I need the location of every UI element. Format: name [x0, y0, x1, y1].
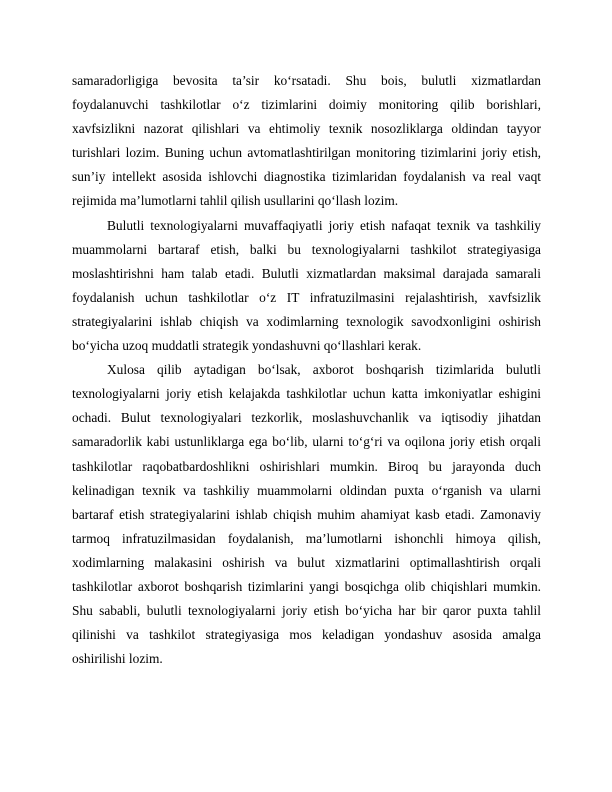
- paragraph-cloud-strategy: Bulutli texnologiyalarni muvaffaqiyatli joriy etish nafaqat texnik va tashkiliy muammolarni bartaraf etish, balki bu texnologiyalarni tashkilot strategiyasiga moslashtirishni ham talab etadi. Bulutli xizmatlardan maksimal darajada samarali foydalanish uchun tashkilotlar o‘z IT infratuzilmasini rejalashtirish, xavfsizlik strategiyalarini ishlab chiqish va xodimlarning texnologik savodxonligini oshirish bo‘yicha uzoq muddatli strategik yondashuvni qo‘llashlari kerak.: [72, 217, 541, 354]
- document-page: [72, 69, 541, 671]
- paragraph-continuation: samaradorligiga bevosita ta’sir ko‘rsatadi. Shu bois, bulutli xizmatlardan foydalanuvchi tashkilotlar o‘z tizimlarini doimiy monitoring qilib borishlari, xavfsizlikni nazorat qilishlari va ehtimoliy texnik nosozliklarga oldindan tayyor turishlari lozim. Buning uchun avtomatlashtirilgan monitoring tizimlarini joriy etish, sun’iy intellekt asosida ishlovchi diagnostika tizimlaridan foydalanish va real vaqt rejimida ma’lumotlarni tahlil qilish usullarini qo‘llash lozim.: [72, 73, 541, 209]
- paragraph-conclusion: Xulosa qilib aytadigan bo‘lsak, axborot boshqarish tizimlarida bulutli texnologiyalarni joriy etish kelajakda tashkilotlar uchun katta imkoniyatlar eshigini ochadi. Bulut texnologiyalari tezkorlik, moslashuvchanlik va iqtisodiy jihatdan samaradorlik kabi ustunliklarga ega bo‘lib, ularni to‘g‘ri va oqilona joriy etish orqali tashkilotlar raqobatbardoshlikni oshirishlari mumkin. Biroq bu jarayonda duch kelinadigan texnik va tashkiliy muammolarni oldindan puxta o‘rganish va ularni bartaraf etish strategiyalarini ishlab chiqish muhim ahamiyat kasb etadi. Zamonaviy tarmoq infratuzilmasidan foydalanish, ma’lumotlarni ishonchli himoya qilish, xodimlarning malakasini oshirish va bulut xizmatlarini optimallashtirish orqali tashkilotlar axborot boshqarish tizimlarini yangi bosqichga olib chiqishlari mumkin. Shu sababli, bulutli texnologiyalarni joriy etish bo‘yicha har bir qaror puxta tahlil qilinishi va tashkilot strategiyasiga mos keladigan yondashuv asosida amalga oshirilishi lozim.: [72, 362, 541, 667]
